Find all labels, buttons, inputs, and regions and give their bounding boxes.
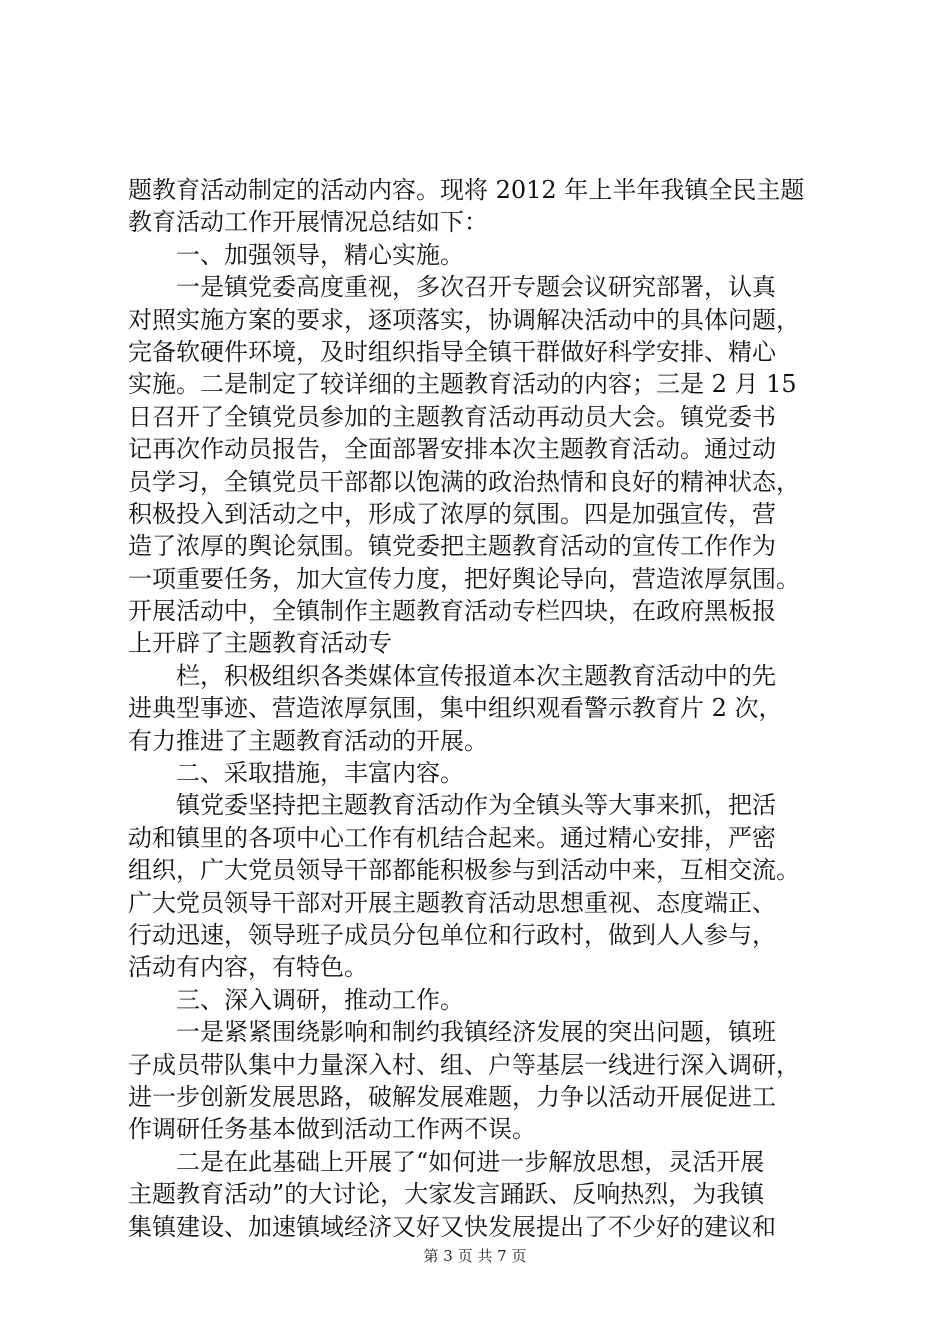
text-line: 二是在此基础上开展了“如何进一步解放思想，灵活开展 — [176, 1147, 765, 1176]
text-line: 活动有内容，有特色。 — [128, 953, 368, 982]
text-line: 进一步创新发展思路，破解发展难题，力争以活动开展促进工 — [128, 1082, 776, 1111]
text-line: 实施。二是制定了较详细的主题教育活动的内容；三是 2 月 15 — [128, 370, 797, 399]
text-line: 三、深入调研，推动工作。 — [176, 985, 464, 1014]
text-line: 日召开了全镇党员参加的主题教育活动再动员大会。镇党委书 — [128, 402, 776, 431]
text-line: 作调研任务基本做到活动工作两不误。 — [128, 1115, 536, 1144]
text-line: 主题教育活动”的大讨论，大家发言踊跃、反响热烈，为我镇 — [128, 1180, 765, 1209]
page-number-footer: 第 3 页 共 7 页 — [423, 1247, 527, 1265]
text-line: 子成员带队集中力量深入村、组、户等基层一线进行深入调研， — [128, 1050, 800, 1079]
text-line: 镇党委坚持把主题教育活动作为全镇头等大事来抓，把活 — [176, 791, 776, 820]
text-line: 员学习，全镇党员干部都以饱满的政治热情和良好的精神状态， — [128, 467, 800, 496]
text-line: 一项重要任务，加大宣传力度，把好舆论导向，营造浓厚氛围。 — [128, 564, 800, 593]
text-line: 集镇建设、加速镇域经济又好又快发展提出了不少好的建议和 — [128, 1212, 776, 1241]
text-line: 有力推进了主题教育活动的开展。 — [128, 726, 488, 755]
text-line: 二、采取措施，丰富内容。 — [176, 759, 464, 788]
text-line: 进典型事迹、营造浓厚氛围，集中组织观看警示教育片 2 次， — [128, 694, 783, 723]
text-line: 行动迅速，领导班子成员分包单位和行政村，做到人人参与， — [128, 920, 776, 949]
text-line: 教育活动工作开展情况总结如下： — [128, 208, 488, 237]
text-line: 记再次作动员报告，全面部署安排本次主题教育活动。通过动 — [128, 435, 776, 464]
document-body — [128, 174, 828, 1243]
text-line: 上开辟了主题教育活动专 — [128, 629, 392, 658]
text-line: 对照实施方案的要求，逐项落实，协调解决活动中的具体问题， — [128, 305, 800, 334]
text-line: 动和镇里的各项中心工作有机结合起来。通过精心安排，严密 — [128, 823, 776, 852]
text-line: 积极投入到活动之中，形成了浓厚的氛围。四是加强宣传，营 — [128, 499, 776, 528]
text-line: 一、加强领导，精心实施。 — [176, 240, 464, 269]
text-line: 一是镇党委高度重视，多次召开专题会议研究部署，认真 — [176, 273, 776, 302]
text-line: 开展活动中，全镇制作主题教育活动专栏四块，在政府黑板报 — [128, 597, 776, 626]
text-line: 造了浓厚的舆论氛围。镇党委把主题教育活动的宣传工作作为 — [128, 532, 776, 561]
text-line: 题教育活动制定的活动内容。现将 2012 年上半年我镇全民主题 — [128, 176, 805, 204]
text-line: 完备软硬件环境，及时组织指导全镇干群做好科学安排、精心 — [128, 337, 776, 366]
text-line: 栏，积极组织各类媒体宣传报道本次主题教育活动中的先 — [176, 661, 776, 690]
text-line: 组织，广大党员领导干部都能积极参与到活动中来，互相交流。 — [128, 856, 800, 885]
text-line: 一是紧紧围绕影响和制约我镇经济发展的突出问题，镇班 — [176, 1018, 776, 1047]
text-line: 广大党员领导干部对开展主题教育活动思想重视、态度端正、 — [128, 888, 776, 917]
